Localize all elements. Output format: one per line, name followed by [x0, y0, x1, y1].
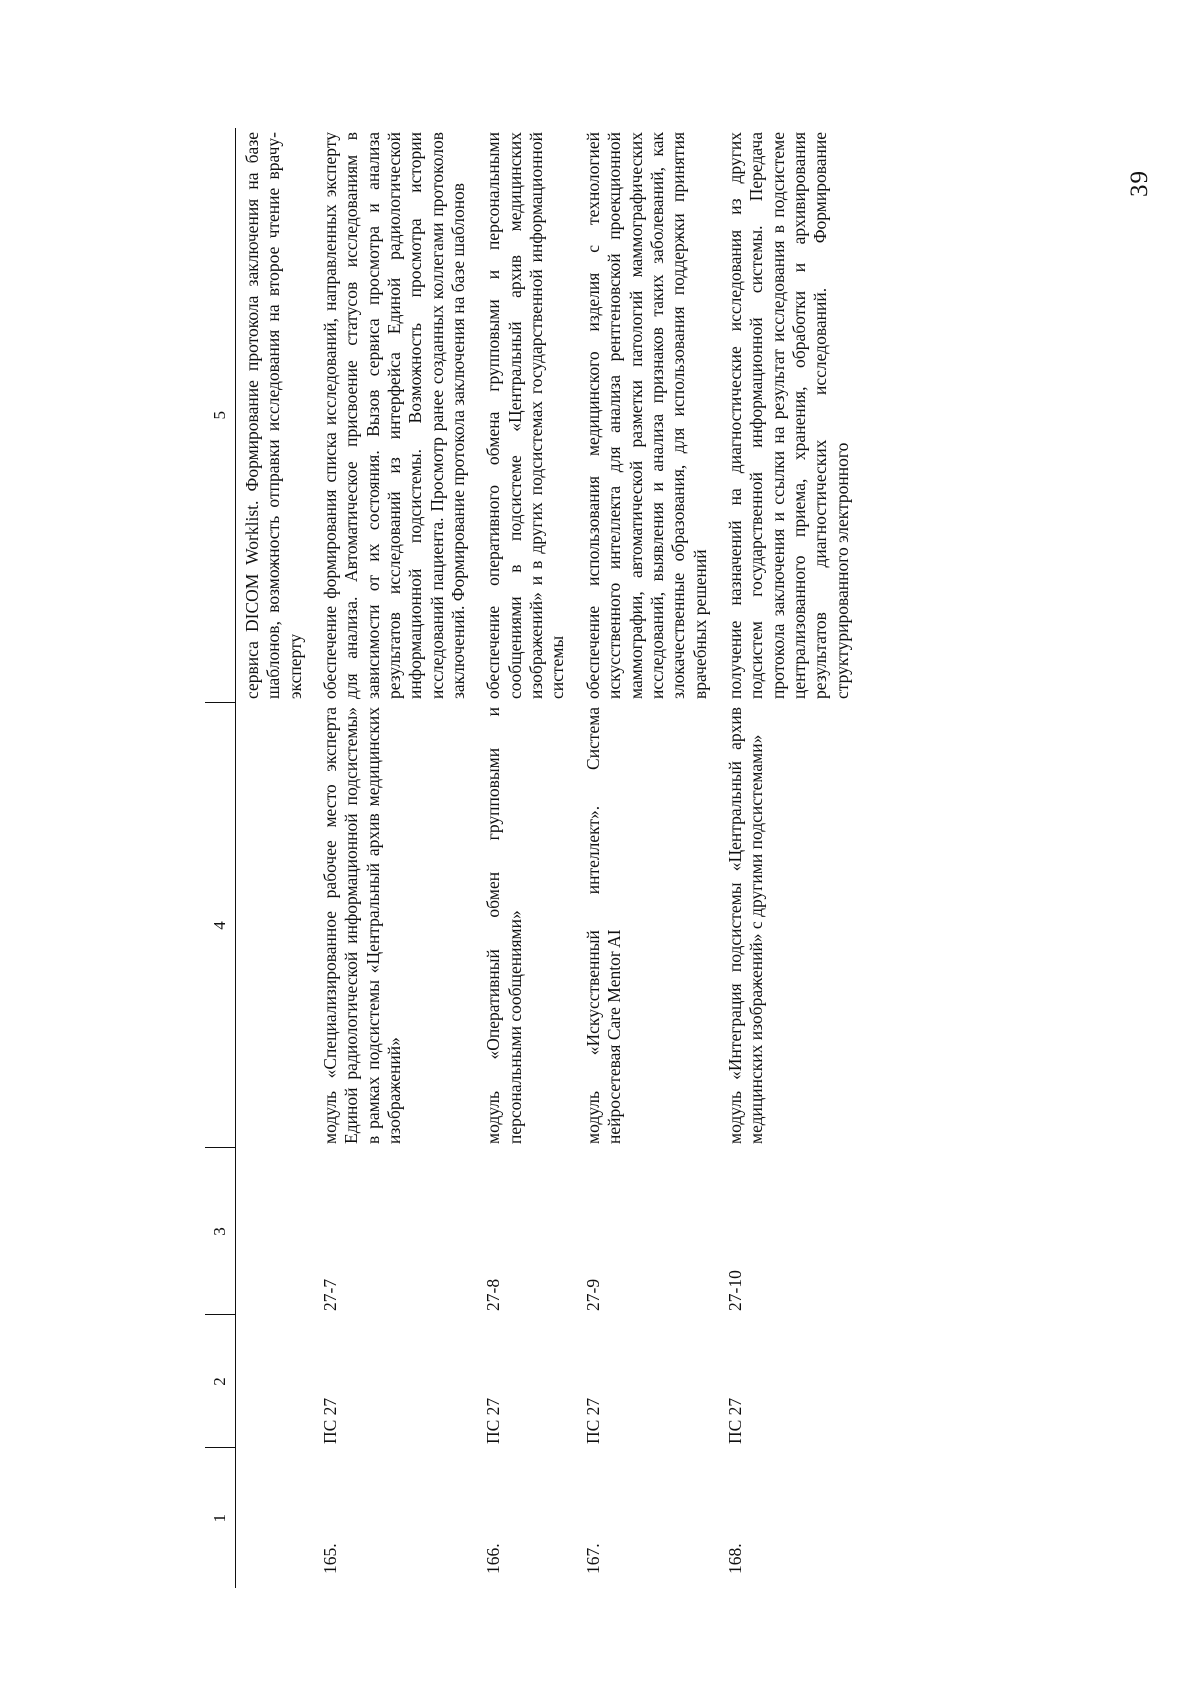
registry-table: [205, 128, 867, 1588]
row-subsystem: ПС 27: [724, 1397, 745, 1444]
row-code: 27-7: [320, 1278, 341, 1311]
row-module: модуль «Интеграция подсистемы «Центральный архив медицинских изображений» с другими подсистемами»: [724, 707, 767, 1144]
row-description: получение назначений на диагностические исследования из других подсистем государственной информационной системы. Передача протокола заключения и ссылки на результат исследования в подсистеме централизованного приема, хранения, обработки и архивирования результатов диагностических исследований. Формирование структурированного электронного: [724, 132, 852, 699]
row-subsystem: ПС 27: [582, 1397, 603, 1444]
row-subsystem: ПС 27: [483, 1397, 504, 1444]
header-col-3: 3: [205, 1148, 236, 1315]
row-code: [236, 1148, 321, 1315]
row-number: [236, 1448, 321, 1588]
row-module: [236, 703, 321, 1148]
page-number: 39: [1126, 170, 1153, 197]
rotated-table-container: [205, 128, 1110, 1588]
table-header: [205, 128, 236, 1588]
row-subsystem: [236, 1315, 321, 1448]
header-col-2: 2: [205, 1315, 236, 1448]
table-row: [583, 128, 725, 1588]
row-description: обеспечение формирования списка исследований, направленных эксперту для анализа. Автоматическое присвоение статусов исследованиям в зависимости от их состояния. Вызов сервиса просмотра и анализа результатов исследований из интерфейса Единой радиологической информационной подсистемы. Возможность просмотра истории исследований пациента. Просмотр ранее созданных коллегами протоколов заключений. Формирование протокола заключения на базе шаблонов: [320, 132, 469, 699]
table-row: [483, 128, 582, 1588]
row-description: сервиса DICOM Worklist. Формирование протокола заключения на базе шаблонов, возможность отправки исследования на второе чтение врачу-эксперту: [242, 132, 305, 699]
row-number: 165.: [320, 1543, 341, 1574]
row-subsystem: ПС 27: [320, 1397, 341, 1444]
header-col-1: 1: [205, 1448, 236, 1588]
table-row: [725, 128, 867, 1588]
row-code: 27-8: [483, 1278, 504, 1311]
row-code: 27-10: [724, 1270, 745, 1311]
row-description: обеспечение оперативного обмена групповыми и персональными сообщениями в подсистеме «Центральный архив медицинских изображений» и в других подсистемах государственной информационной системы: [483, 132, 568, 699]
row-module: модуль «Искусственный интеллект». Система нейросетевая Care Mentor AI: [582, 707, 625, 1144]
row-number: 166.: [483, 1543, 504, 1574]
header-col-4: 4: [205, 703, 236, 1148]
header-col-5: 5: [205, 128, 236, 703]
row-description: обеспечение использования медицинского изделия с технологией искусственного интеллекта для анализа рентгеновской проекционной маммографии, автоматической разметки патологий маммографических исследований, выявления и анализа признаков таких заболеваний, как злокачественные образования, для использования поддержки принятия врачебных решений: [582, 132, 710, 699]
row-module: модуль «Специализированное рабочее место эксперта Единой радиологической информационной подсистемы» в рамках подсистемы «Центральный архив медицинских изображений»: [320, 707, 405, 1144]
table-row: [236, 128, 321, 1588]
row-code: 27-9: [582, 1278, 603, 1311]
row-module: модуль «Оперативный обмен групповыми и персональными сообщениями»: [483, 707, 525, 1144]
table-row: [320, 128, 483, 1588]
row-number: 168.: [724, 1543, 745, 1574]
row-number: 167.: [582, 1543, 603, 1574]
